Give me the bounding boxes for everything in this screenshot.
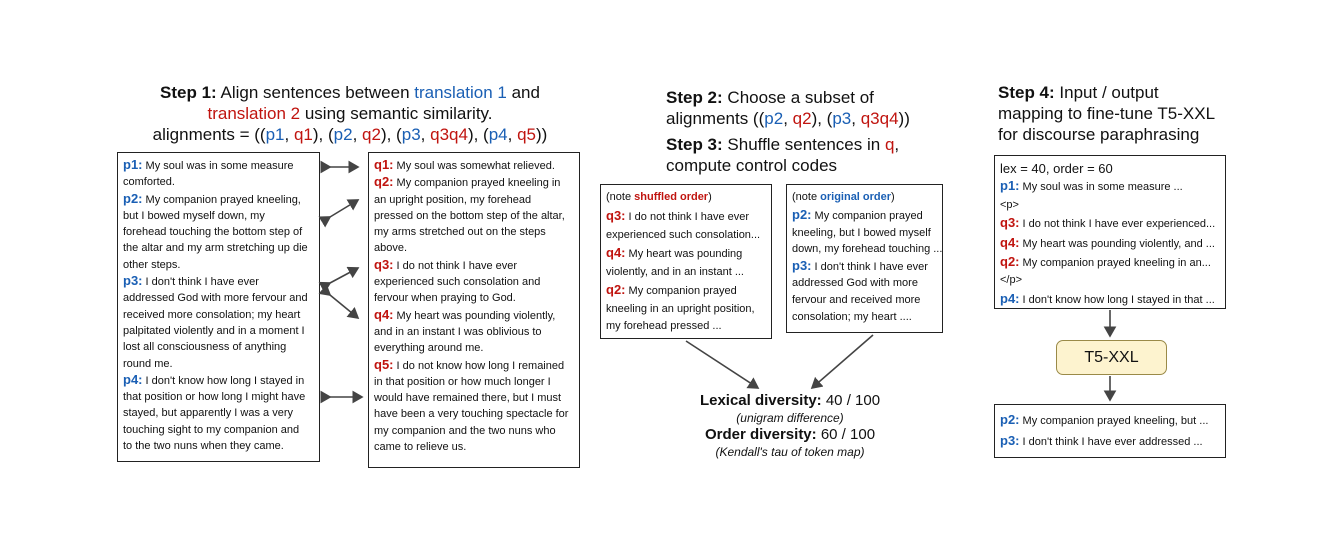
sentence-text: My heart was pounding violently, and ... — [1019, 237, 1215, 250]
t5-xxl-model: T5-XXL — [1056, 340, 1167, 375]
sentence-text: </p> — [1000, 274, 1023, 287]
sentence-text: down, my forehead touching ... — [792, 243, 943, 256]
step4-text-2: mapping to fine-tune T5-XXL — [998, 104, 1216, 123]
sentence-text: stayed, but apparently I was a very — [123, 407, 293, 420]
step2-text: Choose a subset of — [722, 88, 874, 107]
sentence-text: addressed God with more — [792, 277, 918, 290]
sentence-label: q1: — [374, 157, 394, 172]
align-arrow-p3-q3 — [330, 268, 358, 283]
sentence-label: q5: — [374, 356, 394, 372]
lexical-note: (unigram difference) — [736, 411, 844, 425]
sentence-text: My companion prayed — [625, 285, 737, 297]
sentence-text: fervour and received more — [792, 293, 921, 306]
sentence-text: everything around me. — [374, 342, 484, 355]
sentence-label: q3: — [606, 208, 626, 223]
sentence-text: touching sight to my companion and — [123, 423, 300, 436]
sentence-text: I don't know how long I stayed in — [142, 374, 305, 387]
step3-label: Step 3: — [666, 135, 723, 154]
sentence-text: fervour when praying to God. — [374, 292, 516, 305]
sentence-text: experienced such consolation... — [606, 228, 761, 241]
alignments-prefix: alignments = (( — [152, 125, 266, 144]
original-order-label: original order — [820, 191, 892, 203]
pair-p: p3 — [832, 109, 852, 128]
align-q: q2 — [362, 125, 381, 144]
sentence-label: p1: — [123, 157, 143, 172]
sentence-text: I do not think I have ever experienced... — [1019, 218, 1216, 231]
align-p: p2 — [333, 125, 353, 144]
sentence-text: came to relieve us. — [374, 441, 467, 454]
sentence-text: my forehead pressed ... — [606, 320, 722, 332]
sentence-label: q4: — [1000, 234, 1020, 250]
sentence-text: the altar and my arm stretching up die — [123, 242, 308, 255]
sentence-text: I do not think I have ever — [393, 259, 518, 272]
sentence-label: q2: — [374, 174, 394, 190]
step2-label: Step 2: — [666, 88, 723, 107]
sentence-text: lex = 40, order = 60 — [1000, 161, 1113, 176]
sentence-label: p2: — [123, 190, 143, 206]
sentence-text: I don't think I have ever addressed ... — [1019, 436, 1203, 448]
sentence-label: p3: — [1000, 433, 1020, 448]
sentence-text: I don't know how long I stayed in that ... — [1019, 293, 1215, 306]
sentence-text: My companion prayed kneeling, but ... — [1019, 415, 1209, 427]
sentence-label: q3: — [1000, 215, 1020, 231]
sentence-text: kneeling, but I bowed myself — [792, 226, 931, 239]
sentence-label: p2: — [792, 207, 812, 222]
align-p: p1 — [265, 125, 285, 144]
sentence-text: an upright position, my forehead — [374, 193, 532, 206]
sentence-text: I do not know how long I remained — [393, 359, 565, 372]
step2-alignments-prefix: alignments (( — [666, 109, 765, 128]
pair-q: q3q4 — [860, 109, 899, 128]
arrow-shuffled-to-codes — [686, 341, 758, 388]
sentence-label: p1: — [1000, 178, 1020, 194]
sentence-text: My companion prayed — [811, 210, 923, 222]
step3-q: q — [884, 135, 895, 154]
order-note: (Kendall's tau of token map) — [715, 445, 865, 459]
sentence-text: pressed on the bottom step of the altar, — [374, 209, 565, 222]
step1-alignments: alignments = ((p1, q1), (p2, q2), (p3, q3q4), (p4, q5)) — [152, 125, 548, 144]
lexical-value: 40 / 100 — [821, 392, 881, 409]
sentence-text: palpitated violently and in a moment I — [123, 324, 305, 337]
sentence-text: I don't think I have ever — [811, 260, 928, 273]
sentence-text: consolation; my heart .... — [792, 310, 912, 323]
step3-heading: Step 3: Shuffle sentences in q, compute control codes — [666, 134, 946, 176]
translation1-label: translation 1 — [414, 83, 507, 102]
align-q: q1 — [293, 125, 313, 144]
step1-text: Align sentences between — [216, 83, 415, 102]
sentence-text: above. — [374, 242, 408, 255]
sentence-text: have been a very touching spectacle for — [374, 408, 569, 421]
sentence-text: lost all consciousness of anything — [123, 341, 287, 354]
sentence-text: but I bowed myself down, my — [123, 209, 265, 222]
sentence-text: round me. — [123, 357, 173, 370]
original-note: (note original order) — [792, 191, 895, 203]
align-q: q5 — [517, 125, 537, 144]
pair-p: p2 — [764, 109, 784, 128]
align-q: q3q4 — [430, 125, 468, 144]
step4-text-3: for discourse paraphrasing — [998, 125, 1200, 144]
sentence-label: p4: — [123, 371, 143, 387]
sentence-label: q4: — [374, 306, 394, 322]
sentence-text: My companion prayed kneeling in — [393, 177, 561, 190]
step3-text-2: compute control codes — [666, 156, 838, 175]
sentence-text: I don't think I have ever — [142, 276, 259, 289]
pair-q: q2 — [792, 109, 812, 128]
sentence-text: comforted. — [123, 176, 175, 189]
lexical-label: Lexical diversity: — [699, 392, 822, 409]
align-p: p4 — [488, 125, 508, 144]
align-p: p3 — [401, 125, 421, 144]
sentence-text: experienced such consolation and — [374, 276, 541, 289]
sentence-text: and in an instant I was oblivious to — [374, 325, 542, 338]
sentence-text: My companion prayed kneeling in an... — [1019, 257, 1211, 270]
sentence-text: kneeling in an upright position, — [606, 302, 755, 315]
step2-alignments: alignments ((p2, q2), (p3, q3q4)) — [666, 109, 910, 128]
align-arrow-p2 — [330, 200, 358, 217]
sentence-text: My soul was in some measure — [142, 160, 294, 172]
sentence-text: My soul was somewhat relieved. — [393, 160, 555, 172]
sentence-label: p2: — [1000, 412, 1020, 427]
sentence-text: would have remained there, but I must — [374, 392, 562, 405]
sentence-text: <p> — [1000, 198, 1019, 211]
sentence-text: I do not think I have ever — [625, 211, 750, 223]
align-arrow-p3-q4 — [330, 295, 358, 318]
step1-label: Step 1: — [160, 83, 217, 102]
sentence-text: that position or how long I might have — [123, 391, 306, 404]
sentence-label: p3: — [792, 257, 812, 273]
step1-text-2: using semantic similarity. — [300, 104, 493, 123]
shuffled-order-label: shuffled order — [634, 191, 709, 203]
sentence-text: in that position or how much longer I — [374, 375, 551, 388]
sentence-label: p3: — [123, 273, 143, 289]
sentence-text: to the two nuns when they came. — [123, 440, 284, 453]
sentence-label: q4: — [606, 245, 626, 260]
sentence-text: violently, and in an instant ... — [606, 265, 744, 278]
step1-and: and — [506, 83, 540, 102]
sentence-text: my arms stretched out on the steps — [374, 226, 546, 239]
sentence-text: other steps. — [123, 258, 181, 271]
sentence-text: My heart was pounding — [625, 248, 743, 260]
sentence-text: my companion and the two nuns who — [374, 424, 556, 437]
sentence-text: My companion prayed kneeling, — [142, 193, 301, 206]
order-label: Order diversity: — [704, 426, 817, 443]
sentence-text: My heart was pounding violently, — [393, 309, 556, 322]
sentence-label: q2: — [1000, 254, 1020, 270]
sentence-text: received more consolation; my heart — [123, 308, 301, 321]
step3-text: Shuffle sentences in — [722, 135, 885, 154]
sentence-text: My soul was in some measure ... — [1019, 181, 1183, 194]
arrow-original-to-codes — [812, 335, 873, 388]
sentence-text: addressed God with more fervour and — [123, 292, 308, 305]
sentence-label: p4: — [1000, 290, 1020, 306]
sentence-label: q2: — [606, 282, 626, 297]
order-value: 60 / 100 — [816, 426, 876, 443]
sentence-label: q3: — [374, 256, 394, 272]
sentence-text: forehead touching the bottom step of — [123, 226, 303, 239]
translation2-label: translation 2 — [207, 104, 301, 123]
step4-label: Step 4: — [998, 83, 1055, 102]
shuffled-note: (note shuffled order) — [606, 191, 712, 203]
step4-text: Input / output — [1054, 83, 1159, 102]
